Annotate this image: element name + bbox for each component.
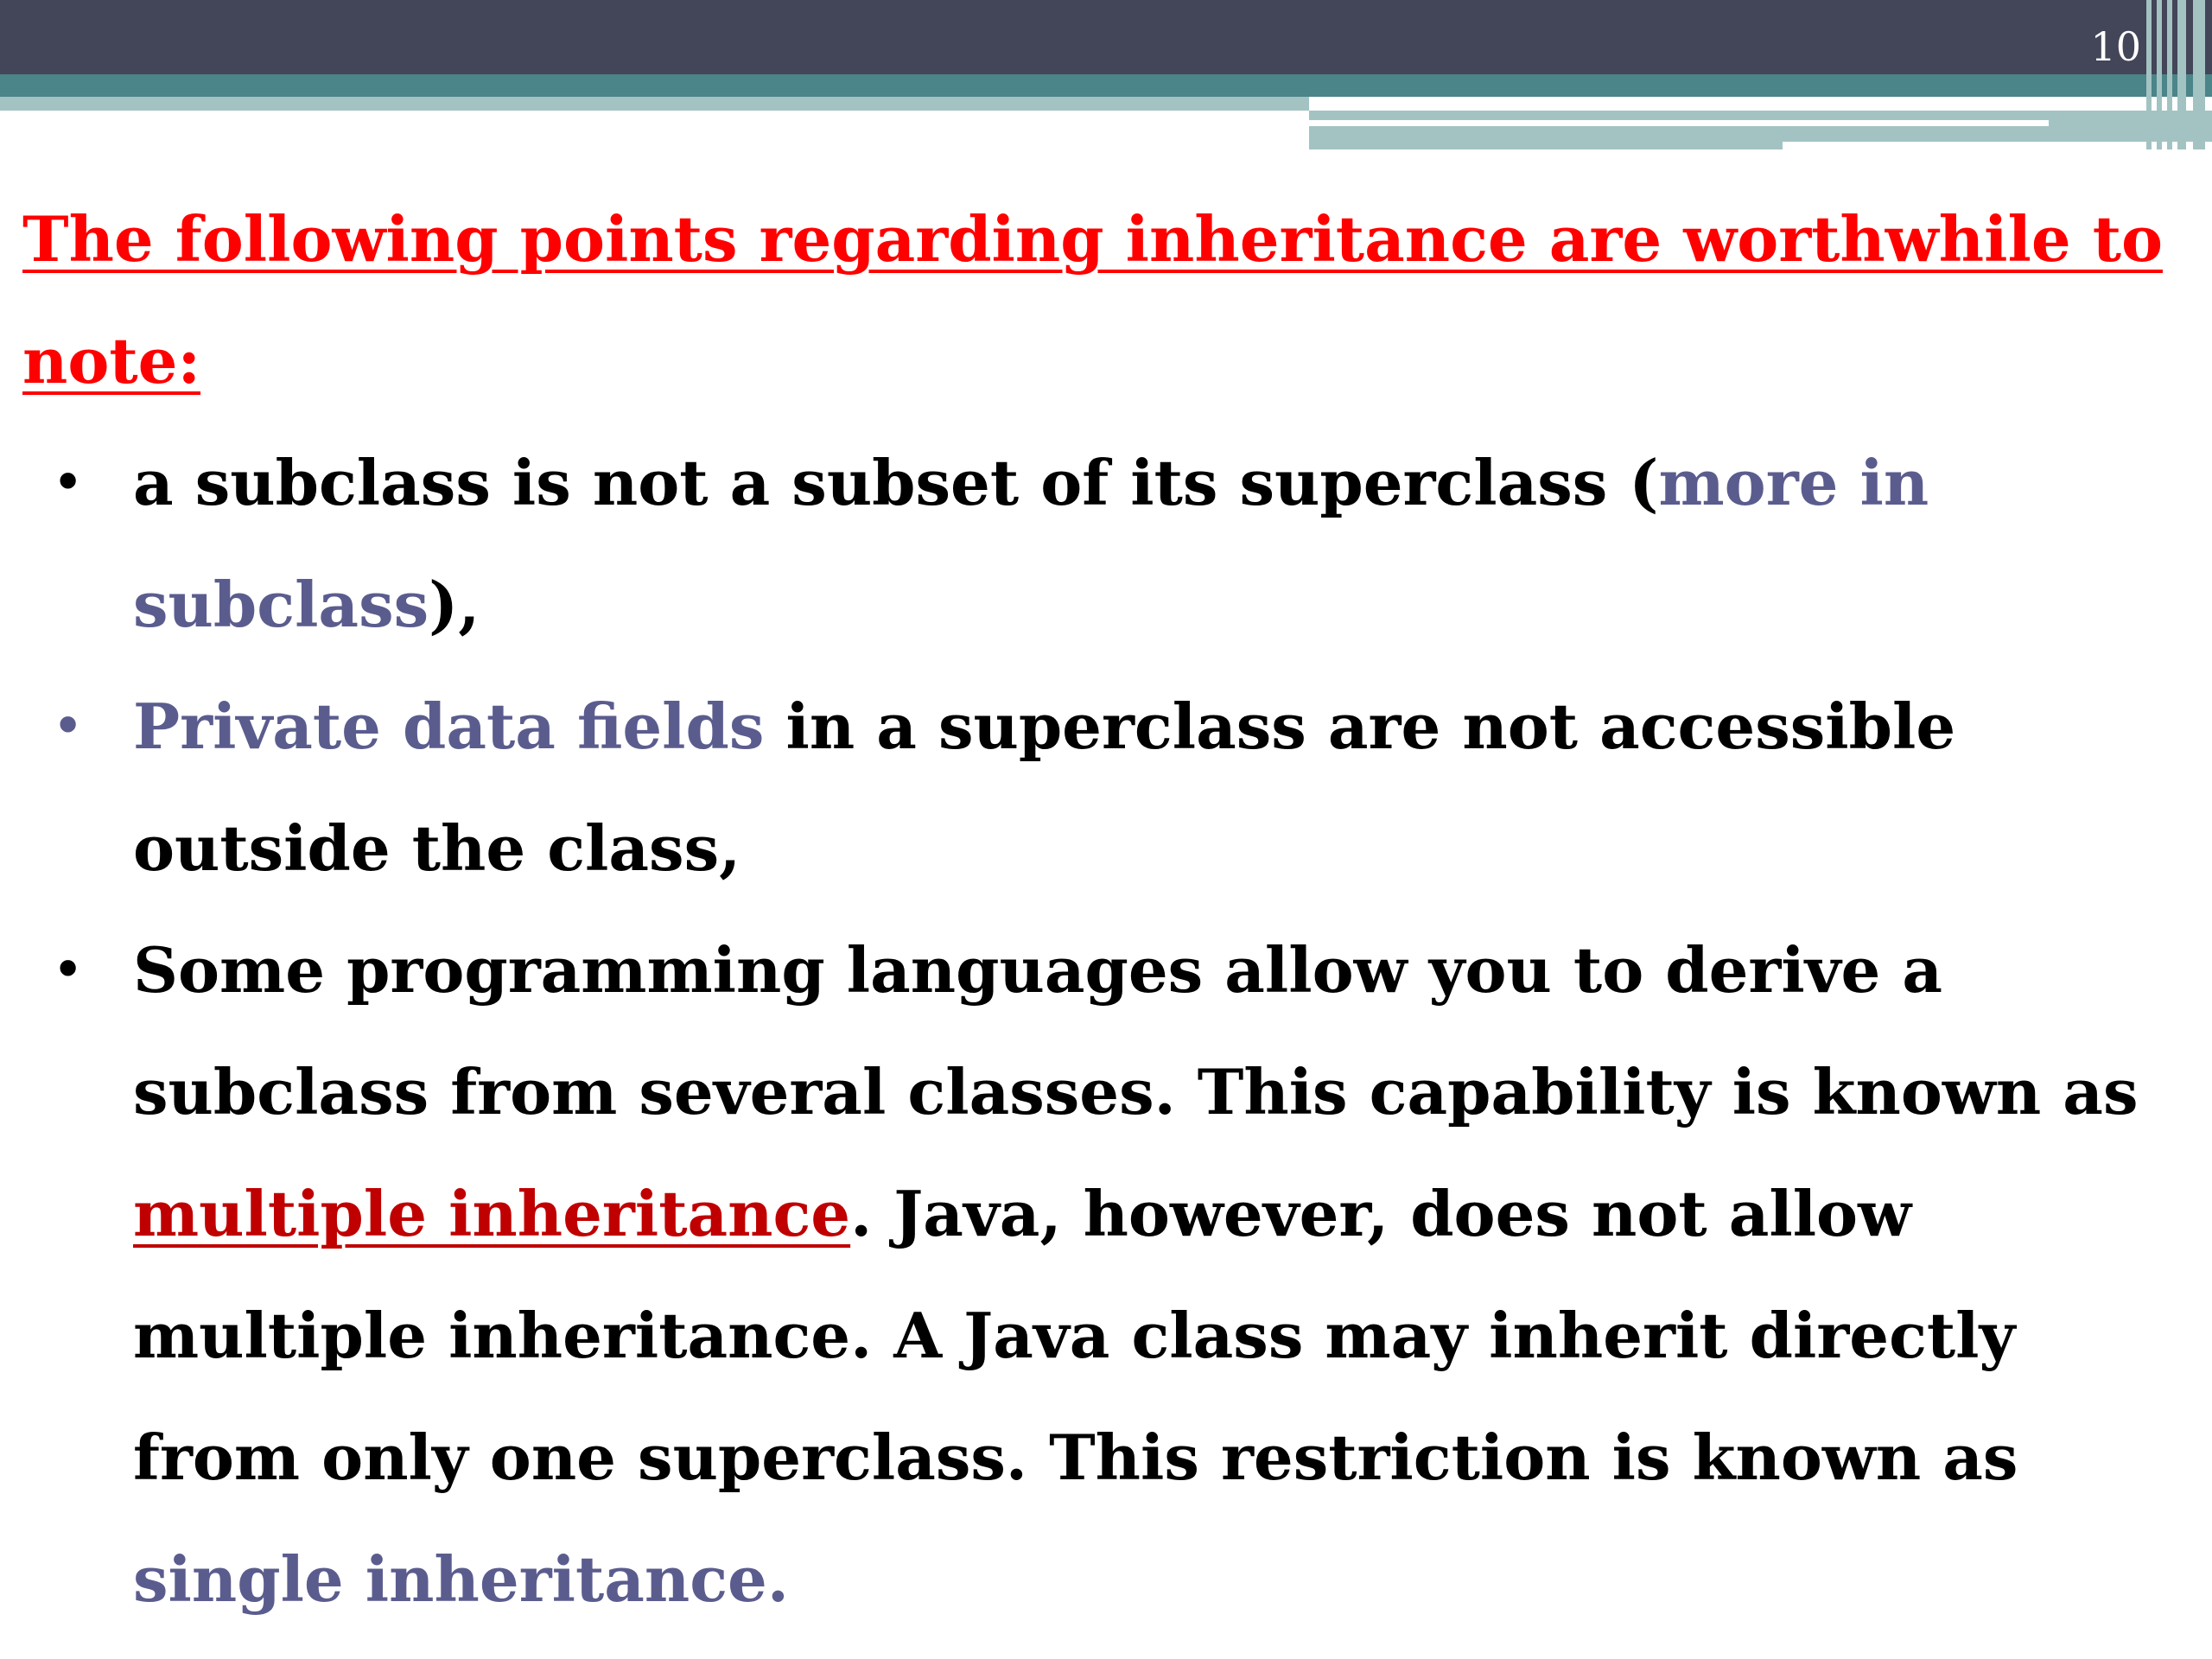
bullet-text: ), <box>429 568 480 641</box>
header-stripe <box>2193 0 2205 149</box>
bullet-marker: • <box>54 944 83 996</box>
bullet-text: . Java, however, does not allow multiple inheritance. A Java class may inherit directly from only one superclass. This restriction is known as <box>133 1177 2018 1494</box>
term-single-inheritance: single inheritance. <box>133 1542 789 1616</box>
header-teal-band <box>0 74 2212 97</box>
bullet-item-multiple-inheritance <box>22 909 2155 1640</box>
header-stripe <box>2167 0 2172 149</box>
bullet-highlight: more in subclass <box>133 446 1929 641</box>
bullet-item-private-fields <box>22 665 2155 909</box>
bullet-text: a subclass is not a subset of its superclass ( <box>133 446 1659 519</box>
header-stripe <box>2177 0 2186 149</box>
header-light-band <box>0 97 1309 111</box>
header-dark-band <box>0 0 2212 74</box>
bullet-marker: • <box>54 700 83 753</box>
slide-heading: The following points regarding inheritance are worthwhile to note: <box>22 202 2163 397</box>
bullet-list <box>22 422 2165 1640</box>
header-stripe <box>2146 0 2152 149</box>
header-stripe <box>2157 0 2162 149</box>
bullet-highlight: Private data fields <box>133 690 765 763</box>
bullet-marker: • <box>54 456 83 509</box>
header-stripes <box>2143 0 2212 149</box>
term-multiple-inheritance: multiple inheritance <box>133 1177 851 1250</box>
bullet-text: in a superclass are not accessible outside the class, <box>133 690 1956 885</box>
bullet-item-subclass <box>22 422 2155 665</box>
header-tab-line <box>1309 120 2049 126</box>
slide-number: 10 <box>2090 23 2141 70</box>
bullet-text: Some programming languages allow you to derive a subclass from several classes. This capability is known as <box>133 933 2139 1128</box>
slide-content <box>22 178 2165 1640</box>
